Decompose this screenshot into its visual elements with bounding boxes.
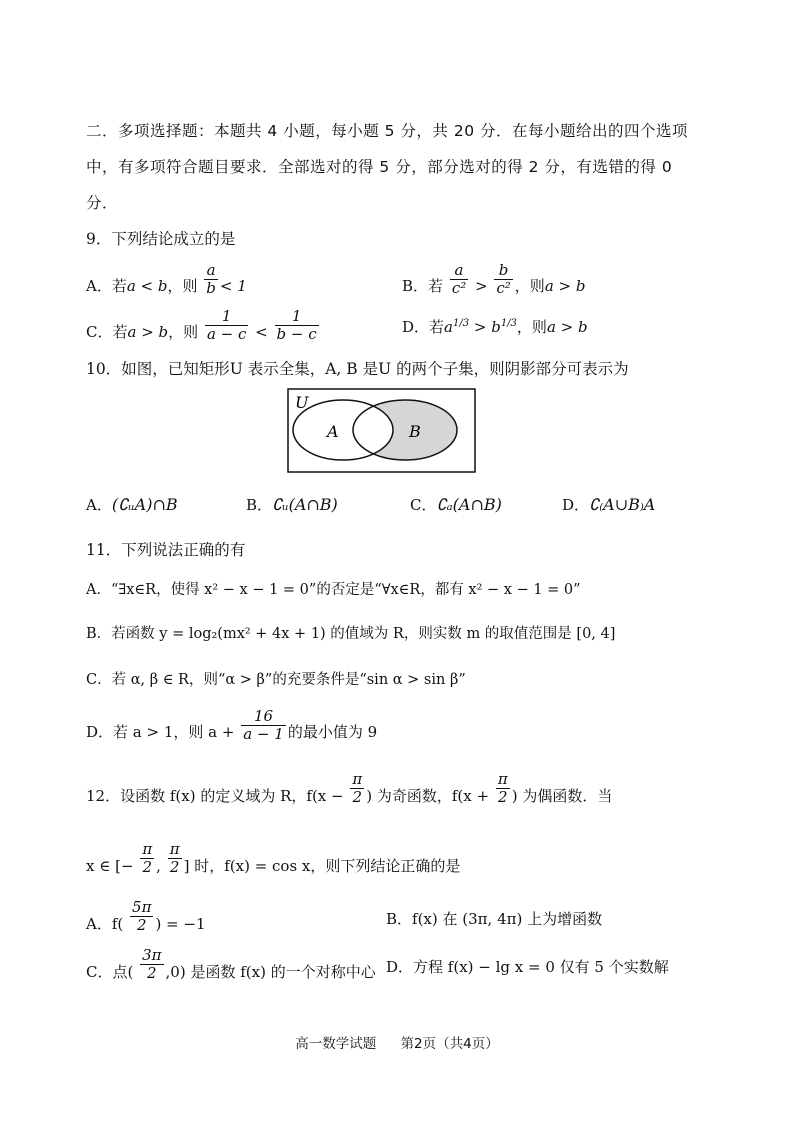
q10-option-b: B．∁ᵤ(A∩B) (246, 495, 338, 514)
footer-page-number: 第2页（共4页） (400, 1036, 499, 1052)
q12-option-d: D．方程 f(x) − lg x = 0 仅有 5 个实数解 (386, 958, 669, 976)
q10-option-a: A．(∁ᵤA)∩B (86, 495, 178, 514)
q12-stem-line-1: 12．设函数 f(x) 的定义域为 R，f(x − $\frac{\pi}{2}$ ) 为奇函数，f(x + $\frac{\pi}{2}$ ) 为偶函数．当 (86, 770, 613, 806)
q11-option-b: B．若函数 y = log₂(mx² + 4x + 1) 的值域为 R，则实数 m 的取值范围是 [0, 4] (86, 626, 616, 642)
q9-stem: 9．下列结论成立的是 (86, 230, 236, 248)
q10-option-c: C．∁ₐ(A∩B) (410, 495, 502, 514)
label-a: A (327, 422, 339, 441)
footer-title: 高一数学试题 (295, 1036, 377, 1052)
label-b: B (409, 422, 421, 441)
q11-option-d: D．若 a > 1，则 a + $\frac{16}{a - 1}$ 的最小值为 9 (86, 707, 378, 743)
venn-diagram (287, 388, 477, 474)
q10-stem: 10．如图，已知矩形U 表示全集，A, B 是U 的两个子集，则阴影部分可表示为 (86, 360, 629, 378)
label-u: U (295, 393, 309, 412)
q10-option-d: D．∁₍A∪B₎A (562, 495, 656, 514)
q12-options-row-1 (86, 896, 736, 942)
q12-option-b: B．f(x) 在 (3π, 4π) 上为增函数 (386, 910, 603, 928)
q9-option-a: A．若a < b，则 $\frac{a}{b}$ < 1 (86, 261, 247, 297)
q11-option-a: A．“∃x∈R，使得 x² − x − 1 = 0”的否定是“∀x∈R，都有 x² − x − 1 = 0” (86, 582, 581, 598)
section-2-heading-line-3: 分． (86, 194, 119, 212)
page-footer (0, 1032, 794, 1052)
q12-options-row-2 (86, 944, 736, 990)
q9-option-d: D．若$a^{1/3} > b^{1/3}$，则a > b (402, 318, 588, 336)
q9-option-b: B．若 $\frac{a}{\text{c²}}$ > $\frac{b}{\text{c²}}$ ，则a > b (402, 261, 586, 297)
q9-option-c: C．若a > b，则 $\frac{1}{a - c}$ < $\frac{1}{b - c}$ (86, 307, 317, 343)
q12-option-c: C．点( $\frac{3\pi}{2}$ ,0) 是函数 f(x) 的一个对称中心 (86, 946, 376, 982)
q9-options-row-1 (86, 260, 736, 304)
q10-options-row (86, 494, 736, 518)
q11-stem: 11．下列说法正确的有 (86, 541, 246, 559)
q11-option-c: C．若 α, β ∈ R，则“α > β”的充要条件是“sin α > sin β” (86, 672, 466, 688)
q12-option-a: A．f( $\frac{5\pi}{2}$ ) = −1 (86, 898, 206, 934)
q12-stem-line-2: x ∈ [− $\frac{\pi}{2}$ , $\frac{\pi}{2}$ ] 时，f(x) = cos x，则下列结论正确的是 (86, 840, 461, 876)
section-2-heading-line-1: 二．多项选择题：本题共 4 小题，每小题 5 分，共 20 分．在每小题给出的四个选项 (86, 122, 689, 140)
section-2-heading-line-2: 中，有多项符合题目要求．全部选对的得 5 分，部分选对的得 2 分，有选错的得 0 (86, 158, 673, 176)
q9-options-row-2 (86, 306, 736, 350)
